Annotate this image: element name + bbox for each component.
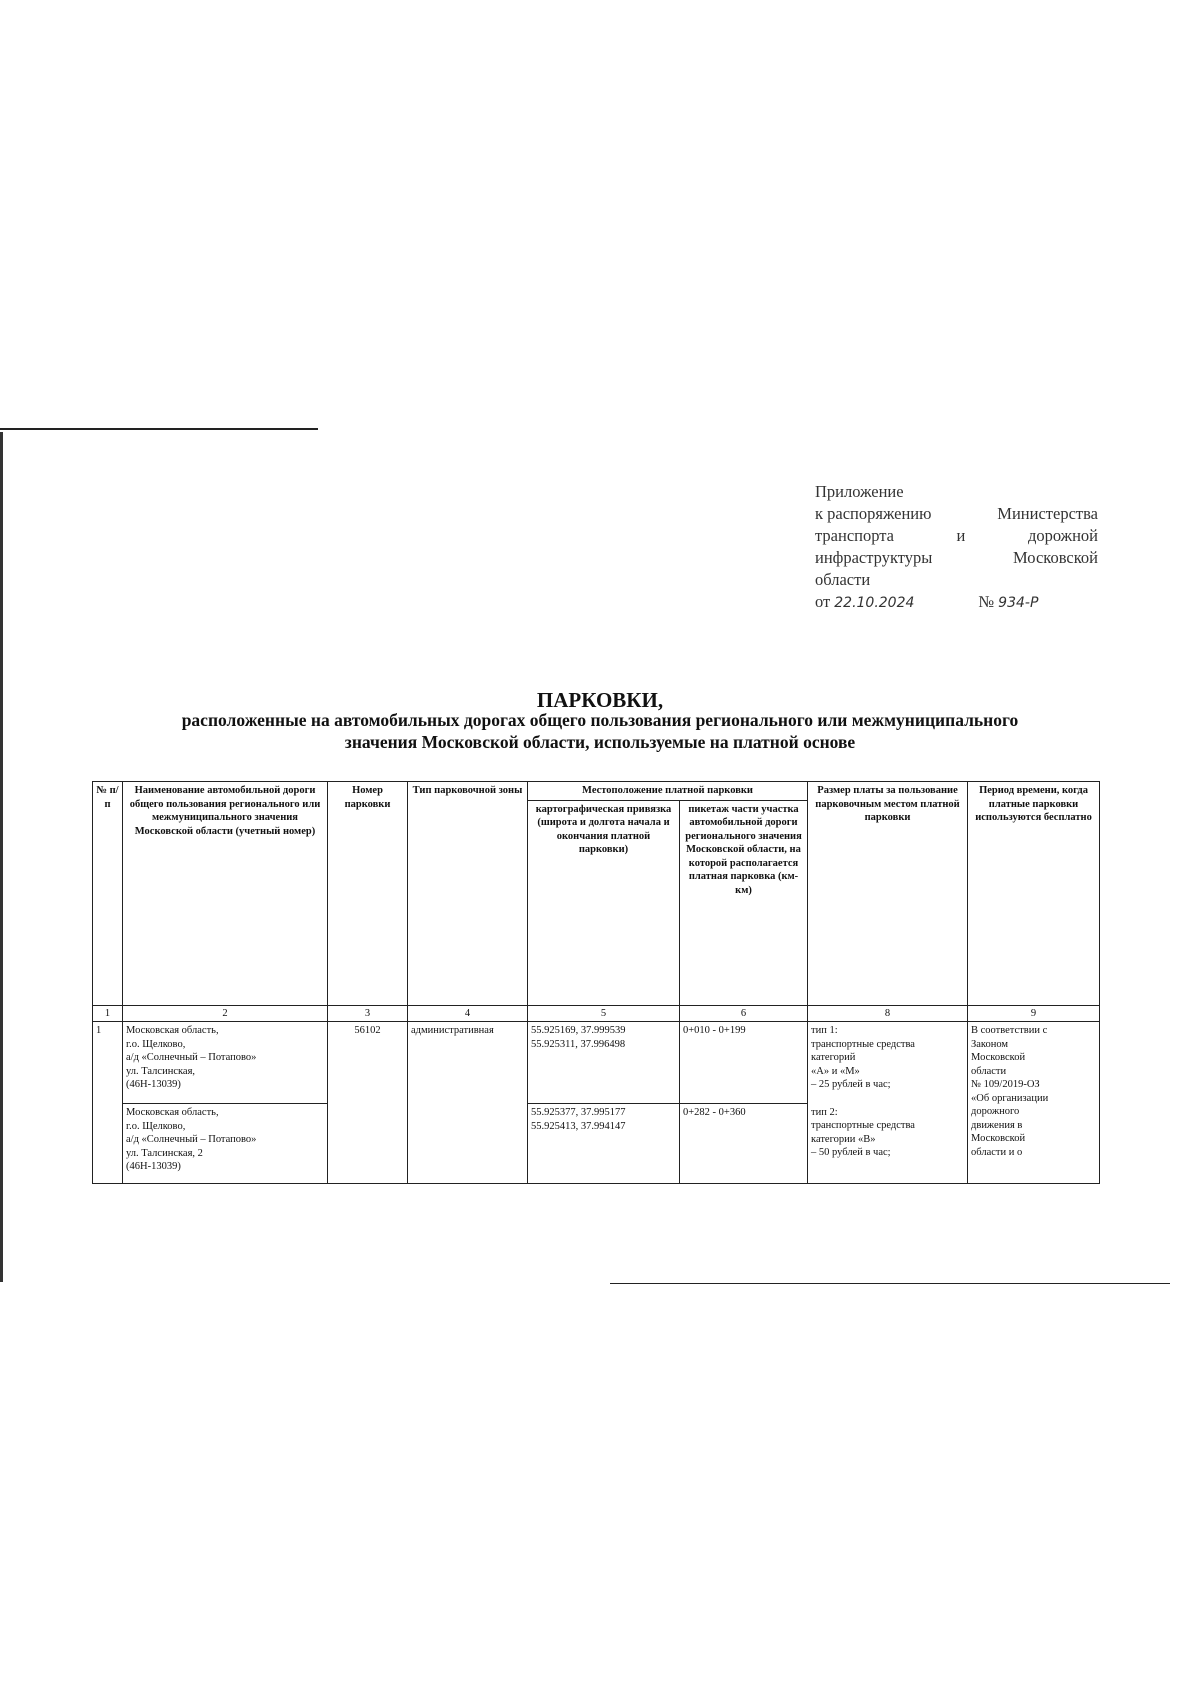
table-number-row	[93, 1005, 1100, 1022]
left-margin-line	[0, 432, 3, 1282]
fee-type-1: тип 1: транспортные средства категорий «А» и «М» – 25 рублей в час;	[811, 1025, 915, 1090]
header-parking-number: Номер парковки	[328, 782, 408, 1006]
appendix-line4	[815, 547, 1098, 569]
fee-cell	[808, 1022, 968, 1184]
appendix-block	[815, 481, 1098, 614]
appendix-line2-right: Министерства	[997, 504, 1098, 523]
appendix-line3-b: и	[956, 526, 966, 545]
appendix-line4-right: Московской	[1013, 548, 1098, 567]
col-number-6: 6	[680, 1005, 808, 1022]
date-prefix: от	[815, 592, 831, 611]
appendix-line3-c: дорожной	[1027, 526, 1098, 545]
col-number-5: 5	[528, 1005, 680, 1022]
appendix-line3	[815, 525, 1098, 547]
document-subtitle-2: значения Московской области, используемые на платной основе	[344, 732, 856, 752]
row-num: 1	[93, 1022, 123, 1184]
parking-number-cell: 56102	[328, 1022, 408, 1184]
col-number-8: 8	[808, 1005, 968, 1022]
road-cell-2: Московская область, г.о. Щелково, а/д «Солнечный – Потапово» ул. Талсинская, 2 (46Н-13039)	[123, 1104, 328, 1184]
header-road: Наименование автомобильной дороги общего пользования регионального или межмуниципального значения Московской области (учетный номер)	[123, 782, 328, 1006]
top-left-rule	[0, 428, 318, 430]
appendix-line5: области	[815, 570, 871, 589]
col-number-9: 9	[968, 1005, 1100, 1022]
header-coordinates: картографическая привязка (широта и долгота начала и окончания платной парковки)	[528, 800, 680, 1005]
zone-type-cell: административная	[408, 1022, 528, 1184]
header-fee: Размер платы за пользование парковочным местом платной парковки	[808, 782, 968, 1006]
coords-cell-1: 55.925169, 37.999539 55.925311, 37.996498	[528, 1022, 680, 1104]
appendix-line2	[815, 503, 1098, 525]
number-prefix: №	[978, 592, 995, 611]
document-subtitle-1: расположенные на автомобильных дорогах общего пользования регионального или межмуниципального	[181, 710, 1019, 730]
coords-cell-2: 55.925377, 37.995177 55.925413, 37.994147	[528, 1104, 680, 1184]
free-period-cell: В соответствии с Законом Московской области № 109/2019-ОЗ «Об организации дорожного движения в Московской области и о	[968, 1022, 1100, 1184]
col-number-1: 1	[93, 1005, 123, 1022]
bottom-rule	[610, 1283, 1170, 1284]
appendix-date-line	[815, 591, 1098, 614]
header-picket: пикетаж части участка автомобильной дороги регионального значения Московской области, на которой располагается платная парковка (км-км)	[680, 800, 808, 1005]
document-title: ПАРКОВКИ,	[536, 688, 664, 712]
appendix-line4-left: инфраструктуры	[815, 548, 933, 567]
header-free-period: Период времени, когда платные парковки используются бесплатно	[968, 782, 1100, 1006]
parking-table	[92, 781, 1100, 1184]
col-number-4: 4	[408, 1005, 528, 1022]
road-cell-1: Московская область, г.о. Щелково, а/д «Солнечный – Потапово» ул. Талсинская, (46Н-13039)	[123, 1022, 328, 1104]
header-location: Местоположение платной парковки	[528, 782, 808, 801]
picket-cell-1: 0+010 - 0+199	[680, 1022, 808, 1104]
appendix-line1: Приложение	[815, 482, 904, 501]
header-num: № п/п	[93, 782, 123, 1006]
table-header-row-1	[93, 782, 1100, 801]
table-row	[93, 1022, 1100, 1104]
date-value: 22.10.2024	[834, 595, 915, 611]
appendix-line3-a: транспорта	[815, 526, 894, 545]
number-value: 934-Р	[998, 595, 1039, 611]
appendix-line2-left: к распоряжению	[815, 504, 932, 523]
col-number-3: 3	[328, 1005, 408, 1022]
fee-type-2: тип 2: транспортные средства категории «В» – 50 рублей в час;	[811, 1106, 915, 1158]
col-number-2: 2	[123, 1005, 328, 1022]
header-zone-type: Тип парковочной зоны	[408, 782, 528, 1006]
picket-cell-2: 0+282 - 0+360	[680, 1104, 808, 1184]
